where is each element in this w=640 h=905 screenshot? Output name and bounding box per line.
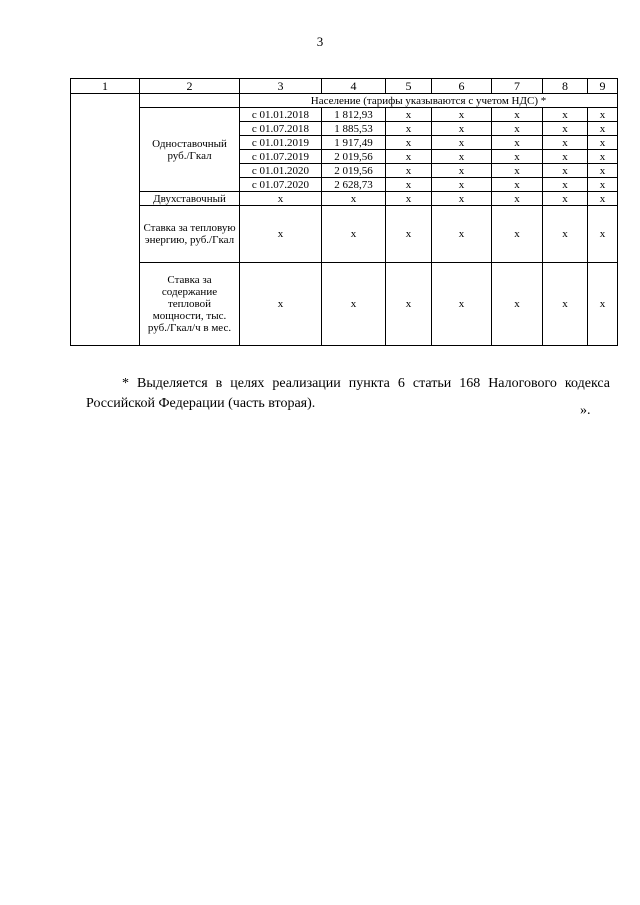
page-number: 3 <box>316 34 324 49</box>
x-cell: х <box>322 192 386 206</box>
x-cell: х <box>588 122 618 136</box>
x-cell: х <box>432 164 492 178</box>
column-header: 1 <box>71 79 140 94</box>
column-header: 8 <box>543 79 588 94</box>
section-blank-cell <box>140 94 240 108</box>
value-cell: 1 917,49 <box>322 136 386 150</box>
x-cell: х <box>386 108 432 122</box>
x-cell: х <box>322 263 386 346</box>
x-cell: х <box>588 108 618 122</box>
x-cell: х <box>386 178 432 192</box>
capacity-rate-label: Ставка за содержание тепловой мощности, тыс. руб./Гкал/ч в мес. <box>140 263 240 346</box>
period-cell: с 01.01.2018 <box>240 108 322 122</box>
x-cell: х <box>543 192 588 206</box>
x-cell: х <box>543 164 588 178</box>
column-header: 4 <box>322 79 386 94</box>
x-cell: х <box>386 263 432 346</box>
x-cell: х <box>386 206 432 263</box>
column-header: 7 <box>492 79 543 94</box>
column-header: 6 <box>432 79 492 94</box>
table-row <box>71 206 618 263</box>
x-cell: х <box>492 263 543 346</box>
x-cell: х <box>492 192 543 206</box>
x-cell: х <box>588 206 618 263</box>
x-cell: х <box>492 136 543 150</box>
column-header: 3 <box>240 79 322 94</box>
x-cell: х <box>432 263 492 346</box>
table-header-row <box>71 79 618 94</box>
x-cell: х <box>492 122 543 136</box>
section-row <box>71 94 618 108</box>
x-cell: х <box>432 150 492 164</box>
column-header: 5 <box>386 79 432 94</box>
energy-rate-label: Ставка за тепловую энергию, руб./Гкал <box>140 206 240 263</box>
x-cell: х <box>543 263 588 346</box>
period-cell: с 01.01.2019 <box>240 136 322 150</box>
closing-quote: ». <box>580 403 591 418</box>
x-cell: х <box>492 178 543 192</box>
x-cell: х <box>543 122 588 136</box>
period-cell: с 01.01.2020 <box>240 164 322 178</box>
x-cell: х <box>492 108 543 122</box>
x-cell: х <box>543 136 588 150</box>
x-cell: х <box>240 192 322 206</box>
table-row <box>71 263 618 346</box>
x-cell: х <box>588 164 618 178</box>
x-cell: х <box>386 150 432 164</box>
x-cell: х <box>588 136 618 150</box>
section-title: Население (тарифы указываются с учетом НДС) * <box>240 94 618 108</box>
period-cell: с 01.07.2019 <box>240 150 322 164</box>
x-cell: х <box>588 178 618 192</box>
value-cell: 2 628,73 <box>322 178 386 192</box>
period-cell: с 01.07.2020 <box>240 178 322 192</box>
column-header: 9 <box>588 79 618 94</box>
x-cell: х <box>240 206 322 263</box>
value-cell: 2 019,56 <box>322 164 386 178</box>
one-part-label: Одноставочный руб./Гкал <box>140 108 240 192</box>
x-cell: х <box>543 108 588 122</box>
tariff-table <box>70 78 618 346</box>
x-cell: х <box>386 192 432 206</box>
x-cell: х <box>492 164 543 178</box>
x-cell: х <box>386 122 432 136</box>
x-cell: х <box>386 136 432 150</box>
table-row <box>71 108 618 122</box>
blank-org-cell <box>71 94 140 346</box>
x-cell: х <box>588 150 618 164</box>
value-cell: 2 019,56 <box>322 150 386 164</box>
x-cell: х <box>386 164 432 178</box>
x-cell: х <box>588 192 618 206</box>
x-cell: х <box>543 150 588 164</box>
period-cell: с 01.07.2018 <box>240 122 322 136</box>
x-cell: х <box>432 206 492 263</box>
footnote-text: * Выделяется в целях реализации пункта 6 статьи 168 Налогового кодекса Российской Федерации (часть вторая). <box>86 376 610 411</box>
x-cell: х <box>432 178 492 192</box>
x-cell: х <box>432 192 492 206</box>
x-cell: х <box>543 178 588 192</box>
two-part-label: Двухставочный <box>140 192 240 206</box>
value-cell: 1 812,93 <box>322 108 386 122</box>
column-header: 2 <box>140 79 240 94</box>
x-cell: х <box>322 206 386 263</box>
x-cell: х <box>492 150 543 164</box>
x-cell: х <box>588 263 618 346</box>
x-cell: х <box>432 108 492 122</box>
x-cell: х <box>543 206 588 263</box>
table-row <box>71 192 618 206</box>
x-cell: х <box>492 206 543 263</box>
x-cell: х <box>432 136 492 150</box>
x-cell: х <box>432 122 492 136</box>
x-cell: х <box>240 263 322 346</box>
value-cell: 1 885,53 <box>322 122 386 136</box>
